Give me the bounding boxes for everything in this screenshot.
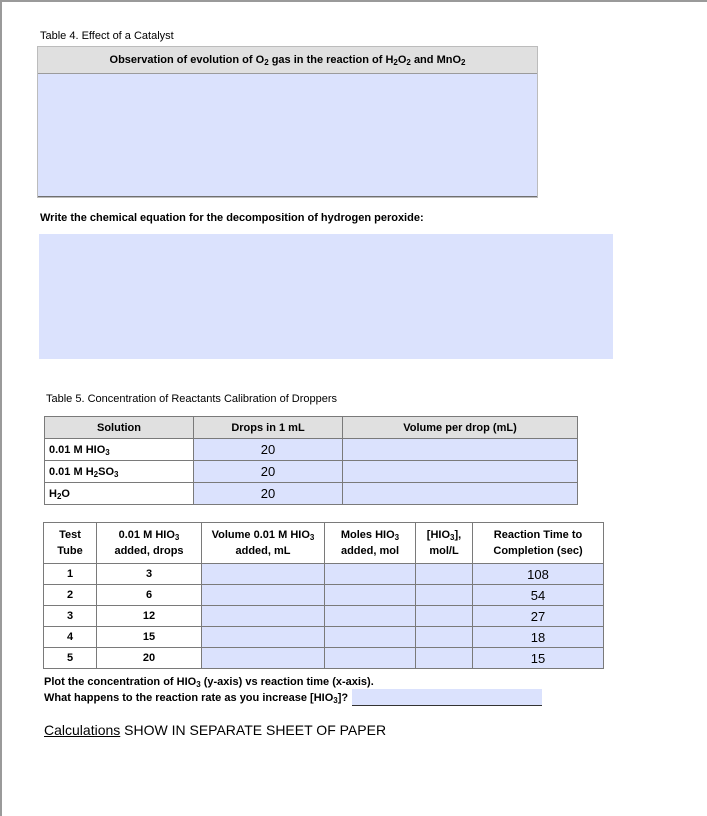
table-row [44,648,604,669]
plot-instruction: Plot the concentration of $HIO_3$ (y-axis) vs reaction time (x-axis). [44,676,374,689]
calculations-text: SHOW IN SEPARATE SHEET OF PAPER [124,722,387,738]
tube-cell: 1 [44,564,97,585]
tube-cell: 2 [44,585,97,606]
page-border-top [0,0,707,2]
solution-cell: 0.01 M $H_2SO_3$ [45,461,194,483]
volume-per-drop-field[interactable] [343,461,578,483]
moles-field[interactable] [325,585,416,606]
drops-cell: 15 [97,627,202,648]
table-row [44,585,604,606]
concentration-field[interactable] [416,564,473,585]
table-row [45,483,578,505]
drops-cell[interactable]: 20 [194,461,343,483]
concentration-field[interactable] [416,648,473,669]
moles-field[interactable] [325,606,416,627]
column-header: Test Tube [44,523,97,564]
table-row [45,461,578,483]
table-row [44,627,604,648]
rate-answer-field[interactable] [352,689,542,706]
drops-cell: 3 [97,564,202,585]
drops-cell[interactable]: 20 [194,483,343,505]
tube-cell: 5 [44,648,97,669]
volume-field[interactable] [202,648,325,669]
calculations-line [44,722,386,738]
table4-header [38,47,537,73]
concentration-field[interactable] [416,585,473,606]
time-cell[interactable]: 108 [473,564,604,585]
observation-field[interactable] [38,73,537,197]
volume-per-drop-field[interactable] [343,439,578,461]
table4 [37,46,538,198]
drops-cell: 6 [97,585,202,606]
volume-field[interactable] [202,564,325,585]
drops-cell: 20 [97,648,202,669]
column-header: $[HIO_3]$, mol/L [416,523,473,564]
volume-field[interactable] [202,585,325,606]
reaction-table-header-row [44,523,604,564]
table4-title: Table 4. Effect of a Catalyst [40,30,174,42]
time-cell[interactable]: 54 [473,585,604,606]
tube-cell: 4 [44,627,97,648]
time-cell[interactable]: 15 [473,648,604,669]
table5 [44,416,578,505]
page-border-left [0,0,2,816]
table-row [45,439,578,461]
table5-title: Table 5. Concentration of Reactants Calibration of Droppers [46,393,338,405]
volume-field[interactable] [202,606,325,627]
column-header: Drops in 1 mL [194,417,343,439]
concentration-field[interactable] [416,606,473,627]
solution-cell: 0.01 M $HIO_3$ [45,439,194,461]
volume-per-drop-field[interactable] [343,483,578,505]
column-header: Volume per drop (mL) [343,417,578,439]
time-cell[interactable]: 18 [473,627,604,648]
solution-cell: $H_2O$ [45,483,194,505]
table5-header-row [45,417,578,439]
table4-header-text: Observation of evolution of $O_2$ gas in the reaction of $H_2O_2$ and MnO$_2$ [109,54,466,67]
equation-field[interactable] [39,234,613,359]
drops-cell[interactable]: 20 [194,439,343,461]
reaction-table [43,522,604,669]
column-header: Moles $HIO_3$ added, mol [325,523,416,564]
moles-field[interactable] [325,648,416,669]
column-header: Reaction Time to Completion (sec) [473,523,604,564]
concentration-field[interactable] [416,627,473,648]
equation-prompt: Write the chemical equation for the decomposition of hydrogen peroxide: [40,212,424,224]
column-header: Solution [45,417,194,439]
time-cell[interactable]: 27 [473,606,604,627]
moles-field[interactable] [325,627,416,648]
column-header: Volume 0.01 M $HIO_3$ added, mL [202,523,325,564]
drops-cell: 12 [97,606,202,627]
table-row [44,606,604,627]
tube-cell: 3 [44,606,97,627]
rate-question: What happens to the reaction rate as you increase $[HIO_3]$? [44,692,349,705]
moles-field[interactable] [325,564,416,585]
volume-field[interactable] [202,627,325,648]
table-row [44,564,604,585]
column-header: 0.01 M $HIO_3$ added, drops [97,523,202,564]
calculations-link[interactable]: Calculations [44,722,121,738]
